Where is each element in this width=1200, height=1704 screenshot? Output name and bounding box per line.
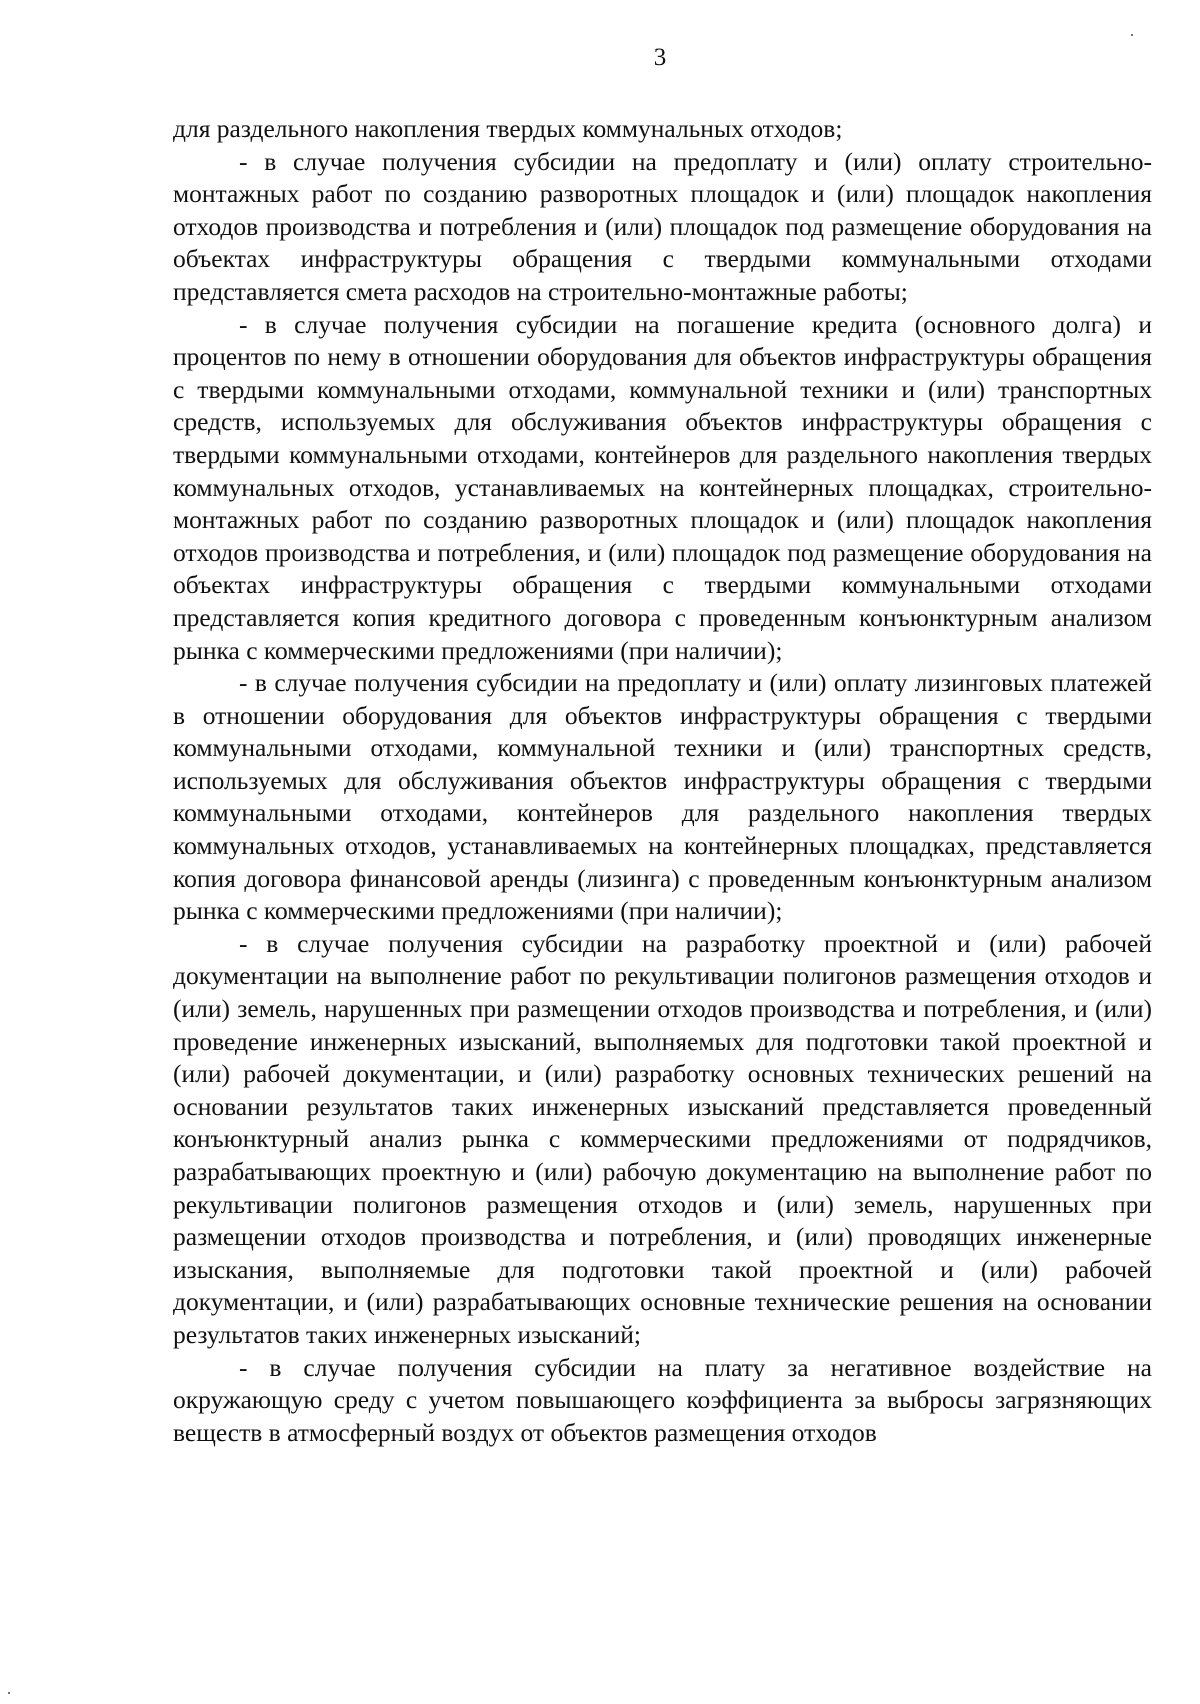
scan-speck <box>8 1692 10 1694</box>
scan-speck <box>1131 34 1133 36</box>
paragraph-credit-repayment: - в случае получения субсидии на погашение кредита (основного долга) и процентов по нему в отношении оборудования для объектов инфраструктуры обращения с твердыми коммунальными отходами, коммунальной техники и (или) транспортных средств, используемых для обслуживания объектов инфраструктуры обращения с твердыми коммунальными отходами, контейнеров для раздельного накопления твердых коммунальных отходов, устанавливаемых на контейнерных площадках, строительно-монтажных работ по созданию разворотных площадок и (или) площадок накопления отходов производства и потребления, и (или) площадок под размещение оборудования на объектах инфраструктуры обращения с твердыми коммунальными отходами представляется копия кредитного договора с проведенным конъюнктурным анализом рынка с коммерческими предложениями (при наличии); <box>173 309 1152 665</box>
document-body <box>173 113 1152 1449</box>
paragraph-design-documentation: - в случае получения субсидии на разработку проектной и (или) рабочей документации на выполнение работ по рекультивации полигонов размещения отходов и (или) земель, нарушенных при размещении отходов производства и потребления, и (или) проведение инженерных изысканий, выполняемых для подготовки такой проектной и (или) рабочей документации, и (или) разработку основных технических решений на основании результатов таких инженерных изысканий представляется проведенный конъюнктурный анализ рынка с коммерческими предложениями от подрядчиков, разрабатывающих проектную и (или) рабочую документацию на выполнение работ по рекультивации полигонов размещения отходов и (или) земель, нарушенных при размещении отходов производства и потребления, и (или) проводящих инженерные изыскания, выполняемые для подготовки такой проектной и (или) рабочей документации, и (или) разрабатывающих основные технические решения на основании результатов таких инженерных изысканий; <box>173 928 1152 1349</box>
paragraph-construction-works: - в случае получения субсидии на предоплату и (или) оплату строительно-монтажных работ по созданию разворотных площадок и (или) площадок накопления отходов производства и потребления и (или) площадок под размещение оборудования на объектах инфраструктуры обращения с твердыми коммунальными отходами представляется смета расходов на строительно-монтажные работы; <box>173 146 1152 306</box>
paragraph-continuation: для раздельного накопления твердых коммунальных отходов; <box>173 114 843 143</box>
page-number: 3 <box>653 44 667 71</box>
paragraph-leasing-payments: - в случае получения субсидии на предоплату и (или) оплату лизинговых платежей в отношении оборудования для объектов инфраструктуры обращения с твердыми коммунальными отходами, коммунальной техники и (или) транспортных средств, используемых для обслуживания объектов инфраструктуры обращения с твердыми коммунальными отходами, контейнеров для раздельного накопления твердых коммунальных отходов, устанавливаемых на контейнерных площадках, представляется копия договора финансовой аренды (лизинга) с проведенным конъюнктурным анализом рынка с коммерческими предложениями (при наличии); <box>173 668 1152 926</box>
paragraph-negative-impact-fee: - в случае получения субсидии на плату за негативное воздействие на окружающую среду с учетом повышающего коэффициента за выбросы загрязняющих веществ в атмосферный воздух от объектов размещения отходов <box>173 1352 1152 1447</box>
